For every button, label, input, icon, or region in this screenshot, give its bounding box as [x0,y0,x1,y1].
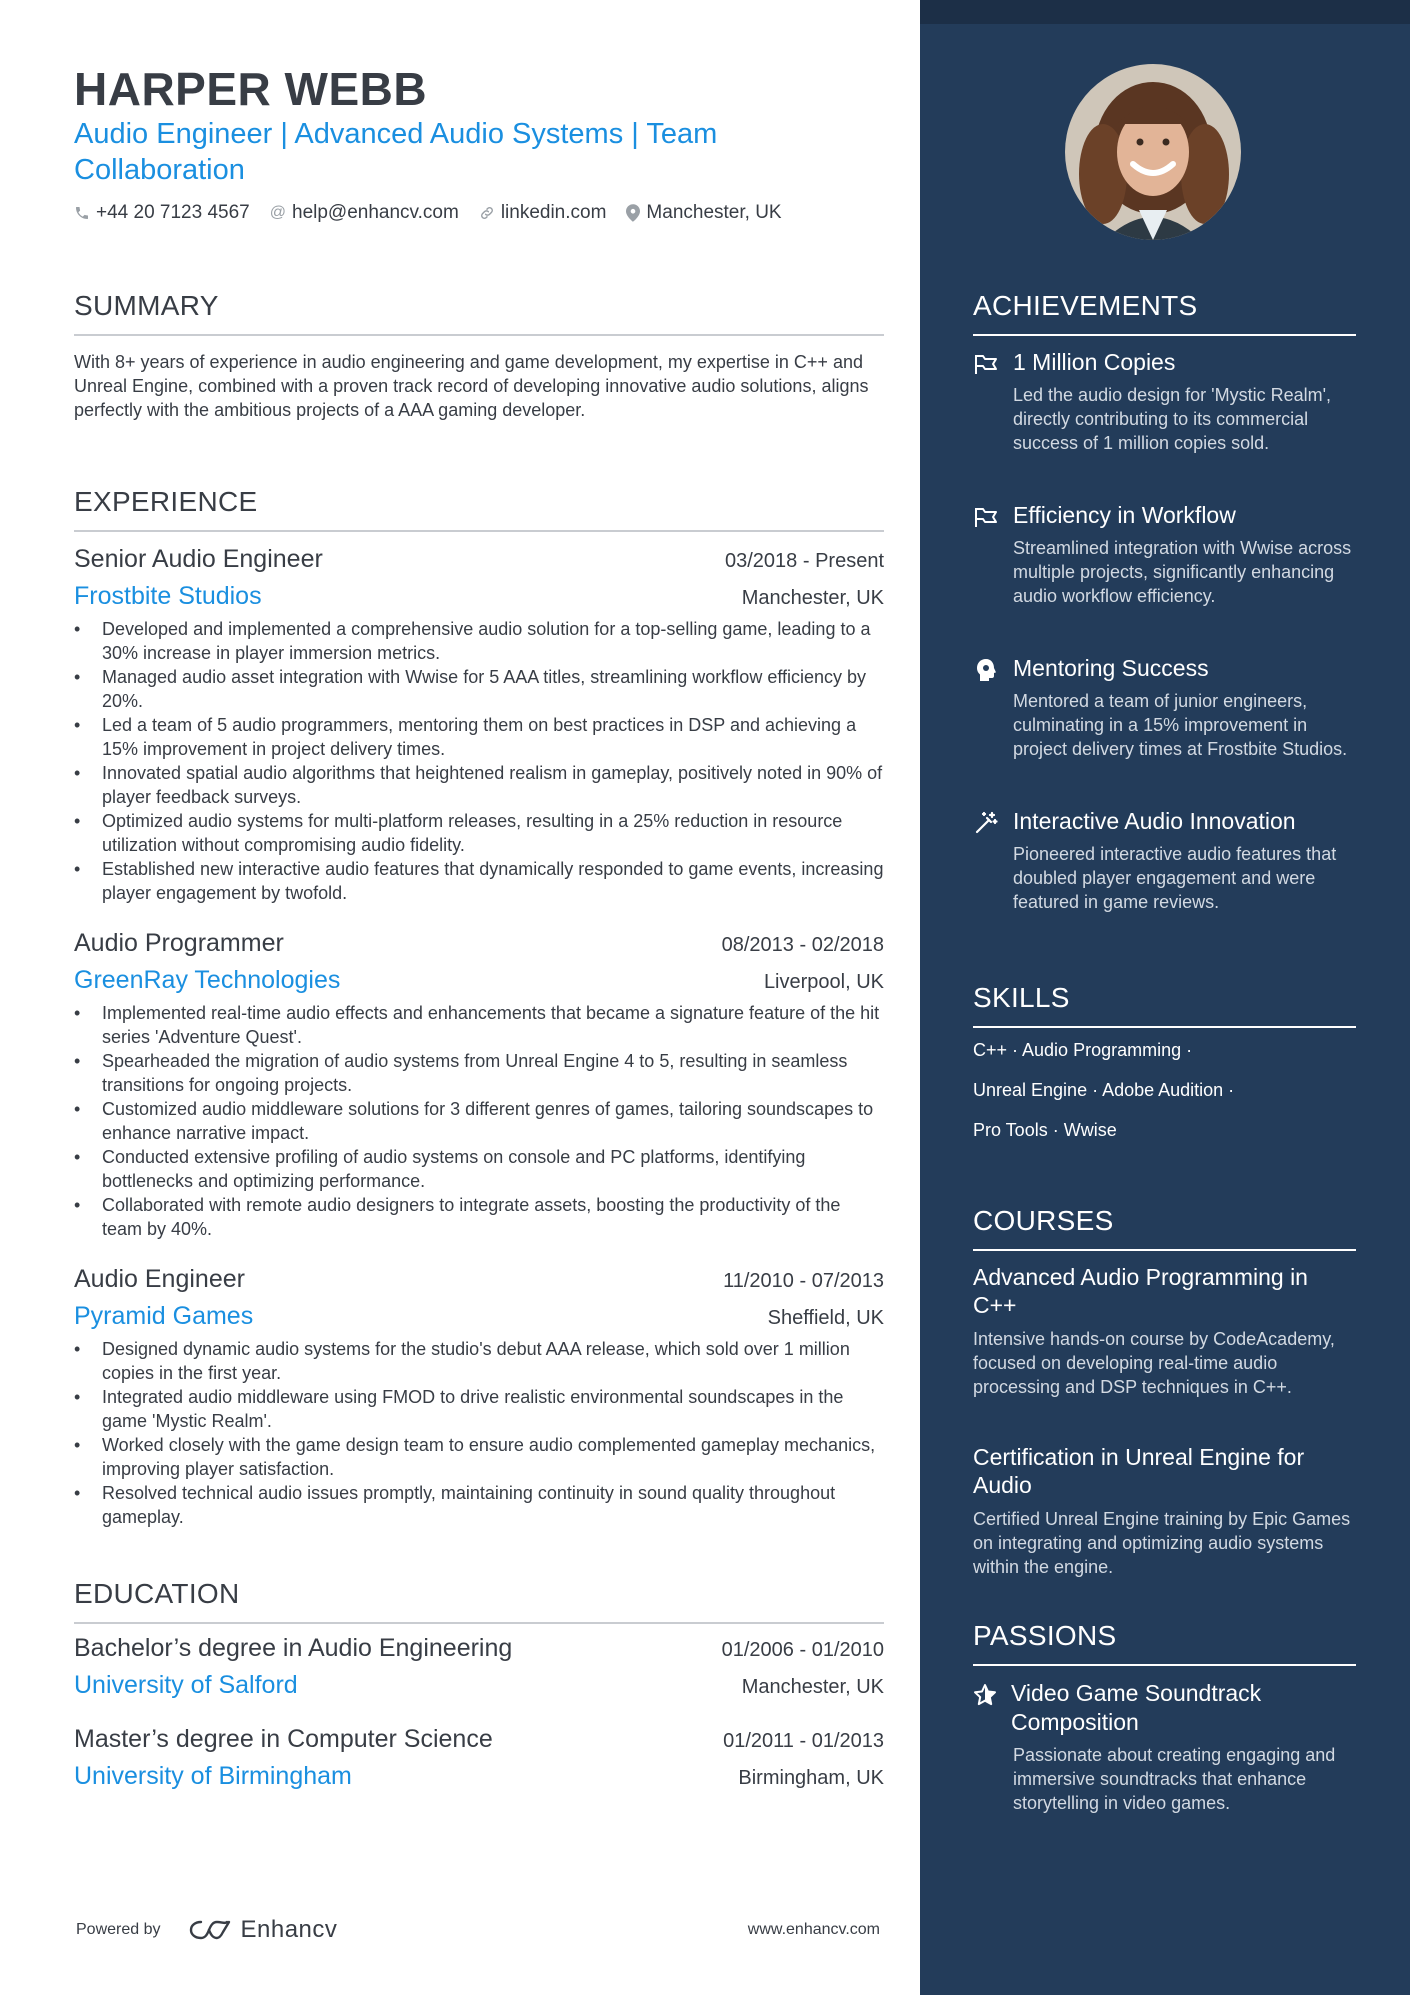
course-item [973,1443,1356,1579]
job-dates: 11/2010 - 07/2013 [723,1270,884,1292]
job-bullets [74,1337,884,1529]
summary-text: With 8+ years of experience in audio engineering and game development, my expertise in C++ and Unreal Engine, combined with a proven track record of developing innovative audio solutions, aligns perfectly with the ambitious projects of a AAA gaming developer. [74,352,869,420]
job-company: Pyramid Games [74,1302,254,1330]
passion-desc: Passionate about creating engaging and immersive soundtracks that enhance storytelling in video games. [1013,1745,1336,1813]
education-location: Birmingham, UK [738,1767,884,1789]
job-location: Manchester, UK [741,587,884,609]
contact-phone[interactable] [74,202,250,224]
contact-bar [74,202,802,224]
achievement-item [973,654,1356,761]
job-entry [74,1265,884,1529]
link-icon [479,205,495,221]
brand-logo[interactable] [187,1916,338,1944]
education-entry [74,1634,884,1700]
education-location: Manchester, UK [741,1676,884,1698]
achievement-item [973,807,1356,914]
achievement-desc: Led the audio design for 'Mystic Realm', directly contributing to its commercial success of 1 million copies sold. [1013,385,1332,453]
summary-heading: SUMMARY [74,290,884,336]
education-dates: 01/2011 - 01/2013 [723,1730,884,1752]
linkedin-text: linkedin.com [500,202,607,223]
job-bullet: • Led a team of 5 audio programmers, mentoring them on best practices in DSP and achieving a 15% improvement in project delivery times. [74,713,884,761]
job-bullet: • Spearheaded the migration of audio systems from Unreal Engine 4 to 5, resulting in seamless transitions for ongoing projects. [74,1049,884,1097]
job-entry [74,545,884,905]
job-company: Frostbite Studios [74,582,262,610]
job-bullet: • Collaborated with remote audio designers to integrate assets, boosting the productivity of the team by 40%. [74,1193,884,1241]
job-bullet: • Established new interactive audio features that dynamically responded to game events, increasing player engagement by twofold. [74,857,884,905]
skills-heading: SKILLS [973,982,1356,1028]
phone-text: +44 20 7123 4567 [96,202,250,223]
contact-linkedin[interactable] [479,202,607,224]
job-bullet: • Optimized audio systems for multi-platform releases, resulting in a 25% reduction in resource utilization without compromising audio fidelity. [74,809,884,857]
skills-line: Pro Tools · Wwise [973,1120,1117,1140]
powered-by-label: Powered by [76,1921,161,1938]
achievement-title: Mentoring Success [1013,655,1209,681]
course-item [973,1263,1356,1399]
job-title: Audio Programmer [74,929,284,957]
skills-line: Unreal Engine · Adobe Audition · [973,1080,1235,1100]
experience-heading: EXPERIENCE [74,486,884,532]
job-dates: 03/2018 - Present [725,550,884,572]
profile-photo [1065,64,1241,240]
job-company: GreenRay Technologies [74,966,341,994]
candidate-title: Audio Engineer | Advanced Audio Systems | Team Collaboration [74,118,718,186]
skills-line: C++ · Audio Programming · [973,1040,1193,1060]
job-title: Senior Audio Engineer [74,545,323,573]
degree-title: Bachelor’s degree in Audio Engineering [74,1634,513,1662]
passion-title: Video Game Soundtrack Composition [1011,1680,1262,1735]
achievement-item [973,501,1356,608]
passion-item [973,1679,1356,1815]
head-icon [973,657,999,683]
enhancv-logo-icon [187,1918,233,1942]
course-title: Advanced Audio Programming in C++ [973,1264,1308,1318]
course-desc: Intensive hands-on course by CodeAcademy, focused on developing real-time audio processing and DSP techniques in C++. [973,1329,1335,1397]
job-bullet: • Conducted extensive profiling of audio systems on console and PC platforms, identifying bottlenecks and optimizing performance. [74,1145,884,1193]
job-location: Sheffield, UK [767,1307,884,1329]
achievement-desc: Pioneered interactive audio features that doubled player engagement and were featured in game reviews. [1013,844,1337,912]
school-name: University of Salford [74,1671,298,1699]
school-name: University of Birmingham [74,1762,352,1790]
courses-heading: COURSES [973,1205,1356,1251]
achievement-title: 1 Million Copies [1013,349,1176,375]
location-pin-icon [626,204,640,222]
contact-location [626,202,781,224]
job-bullet: • Worked closely with the game design team to ensure audio complemented gameplay mechanics, improving player satisfaction. [74,1433,884,1481]
job-bullet: • Integrated audio middleware using FMOD to drive realistic environmental soundscapes in the game 'Mystic Realm'. [74,1385,884,1433]
job-bullet: • Implemented real-time audio effects and enhancements that became a signature feature of the hit series 'Adventure Quest'. [74,1001,884,1049]
job-dates: 08/2013 - 02/2018 [721,934,884,956]
education-entry [74,1725,884,1791]
achievement-title: Efficiency in Workflow [1013,502,1236,528]
course-title: Certification in Unreal Engine for Audio [973,1444,1305,1498]
skills-list [973,1040,1356,1160]
location-text: Manchester, UK [646,202,782,223]
job-title: Audio Engineer [74,1265,245,1293]
degree-title: Master’s degree in Computer Science [74,1725,493,1753]
education-heading: EDUCATION [74,1578,884,1624]
contact-email[interactable] [270,202,459,224]
job-bullet: • Resolved technical audio issues promptly, maintaining continuity in sound quality throughout gameplay. [74,1481,884,1529]
sidebar [920,0,1410,1995]
powered-by [76,1916,337,1944]
flag-icon [973,351,999,377]
education-dates: 01/2006 - 01/2010 [721,1639,884,1661]
achievement-desc: Mentored a team of junior engineers, culminating in a 15% improvement in project delivery times at Frostbite Studios. [1013,691,1348,759]
flag-icon [973,504,999,530]
footer [76,1916,880,1944]
achievement-item [973,348,1356,455]
job-bullet: • Innovated spatial audio algorithms that heightened realism in gameplay, positively noted in 90% of player feedback surveys. [74,761,884,809]
achievement-desc: Streamlined integration with Wwise across multiple projects, significantly enhancing audio workflow efficiency. [1013,538,1352,606]
brand-name: Enhancv [240,1916,338,1943]
at-icon: @ [269,204,286,221]
course-desc: Certified Unreal Engine training by Epic Games on integrating and optimizing audio systems within the engine. [973,1509,1351,1577]
job-bullet: • Managed audio asset integration with Wwise for 5 AAA titles, streamlining workflow efficiency by 20%. [74,665,884,713]
job-bullet: • Developed and implemented a comprehensive audio solution for a top-selling game, leading to a 30% increase in player immersion metrics. [74,617,884,665]
passions-heading: PASSIONS [973,1620,1356,1666]
job-bullet: • Customized audio middleware solutions for 3 different genres of games, tailoring soundscapes to enhance narrative impact. [74,1097,884,1145]
sidebar-topbar [920,0,1410,24]
email-text: help@enhancv.com [292,202,459,223]
job-bullets [74,1001,884,1241]
job-bullets [74,617,884,905]
star-icon [973,1682,997,1708]
achievement-title: Interactive Audio Innovation [1013,808,1296,834]
job-bullet: • Designed dynamic audio systems for the studio's debut AAA release, which sold over 1 million copies in the first year. [74,1337,884,1385]
job-location: Liverpool, UK [763,971,884,993]
website-link[interactable]: www.enhancv.com [747,1921,880,1938]
candidate-name: HARPER WEBB [74,63,428,115]
job-entry [74,929,884,1241]
phone-icon [74,205,90,221]
achievements-heading: ACHIEVEMENTS [973,290,1356,336]
magic-wand-icon [973,810,999,836]
